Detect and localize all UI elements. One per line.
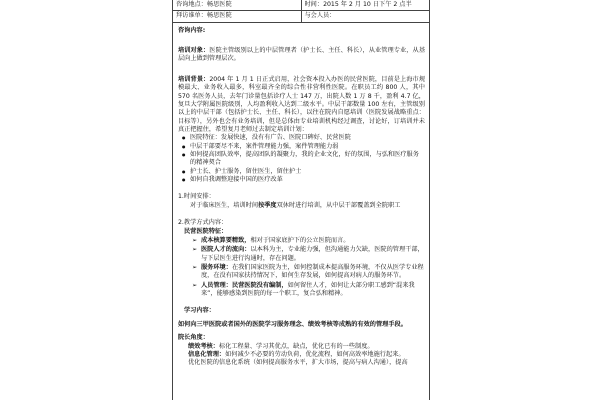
- list-item: [192, 246, 425, 263]
- dean-item-label: 绩效考核：: [188, 342, 219, 350]
- time-cell: [301, 0, 429, 11]
- document-body: [173, 23, 429, 368]
- list-item: [192, 282, 425, 299]
- dean-title: 院长角度：: [178, 334, 209, 342]
- time-arrangement-prefix: 对于临床医生，培训时间: [190, 201, 259, 209]
- list-item: ● 如何提高团队效率，提高团队的凝聚力，我的企业文化，好的氛围，与弘和医疗服务的精神契合: [182, 151, 425, 168]
- header-row-1: [173, 0, 429, 11]
- attendees-cell: [301, 11, 429, 22]
- location-cell: [173, 0, 301, 11]
- training-target-text: 医院主管级别以上的中层管理者（护士长、主任、科长），从业管理专业，从基层向上做到管理层次。: [178, 47, 426, 63]
- list-item: ● 护士长、护士服务，留住医生，留住护士: [182, 168, 425, 176]
- interviewee-cell: [173, 11, 301, 22]
- list-item: ● 医院特征：发展快速，没有有广告、医院口碑好、民营医院: [182, 134, 425, 142]
- feature-text: 相对于国家底护下的公立医院而言。: [250, 236, 350, 244]
- section-title: 咨询内容:: [178, 26, 206, 34]
- training-background-label: 培训背景：: [178, 75, 210, 83]
- list-item: ● 如何自我调整迎接中国的医疗改革: [182, 176, 425, 184]
- arrow-icon: ➢: [192, 281, 198, 289]
- feature-label: 成本核算要精致，: [201, 236, 251, 244]
- document-page: [172, 0, 430, 400]
- training-background: [178, 76, 425, 135]
- features-list: [192, 237, 425, 299]
- teaching-title: 2.教学方式内容：: [178, 219, 228, 227]
- dean-item-label: 信息化管理：: [188, 350, 226, 358]
- list-item: ● 中层干部要尽不来，案件管理能力强，案件管理能力弱: [182, 143, 425, 151]
- interviewee-value: 畅思医院: [206, 12, 232, 20]
- learning-title: 学习内容：: [184, 307, 215, 315]
- feature-label: 医院人才的流向：: [201, 246, 251, 254]
- time-arrangement-suffix: 双休时进行培训，从中层干部覆盖到全院职工: [276, 201, 401, 209]
- dean-item-text: 优化医院的信息化系统（如何提高服务水平，扩大市场，提高与病人沟通），提高: [188, 359, 408, 367]
- time-label: 时间：: [304, 1, 324, 8]
- list-item: [192, 237, 425, 245]
- arrow-icon: ➢: [192, 263, 198, 271]
- time-arrangement-text: [190, 202, 425, 210]
- header-row-2: [173, 11, 429, 22]
- attendees-label: 与会人员：: [304, 12, 336, 20]
- features-title: 民营医院特征：: [184, 227, 228, 235]
- location-value: 畅思医院: [206, 1, 232, 8]
- training-target: [178, 47, 425, 64]
- arrow-icon: ➢: [192, 236, 198, 244]
- interviewee-label: 拜访谁单：: [176, 12, 207, 20]
- dean-item: [188, 351, 425, 359]
- training-background-text: 2004 年 1 月 1 日正式启用，社会资本投入办医的民营医院，目前是上海市规模最大、业务收入最多，科室最齐全的综合性非营利性医院。在职员工约 800 人，其中 570 名医务人员，去年门诊量包括诊疗人士 147 万，出院人数 1 万 8 千，盈利 4.7 亿，复旦大学附属医院级别，人均盈利收入达到二级水平。中层干部数量 100 左右，主管级别以上的中层干部（包括护士长、主任、科长），以往在院内自愿培训（医院发展战略重点：目标等），另外也会有业务培训，但是总体由专业培训机构经过调查，讨论好，订培训并未真正把握住，希望复月老师过去制定培训计划：: [178, 75, 426, 133]
- feature-text: 在我们国家医院为主，如何控制成本提高服务环境，不仅从医学专业程度，在没有国家扶持情况下，如何生存发展，如何提高对病人的服务环节。: [201, 263, 424, 280]
- time-arrangement-title: 1.时间安排：: [178, 193, 215, 201]
- dean-item: [188, 359, 425, 367]
- arrow-icon: ➢: [192, 246, 198, 254]
- goals-list: [182, 134, 425, 184]
- location-label: 咨询地点：: [176, 1, 207, 8]
- learning-text: 如何向三甲医院或者国外的医院学习服务理念、绩效考核等成熟的有效的管理手段。: [178, 320, 407, 328]
- feature-label: 服务环境：: [201, 263, 232, 271]
- dean-item-text: 标化工程量、学习其优点，缺点，优化已有的一些制度。: [218, 342, 374, 350]
- list-item: [192, 264, 425, 281]
- info-header-table: [173, 0, 429, 23]
- training-target-label: 培训对象：: [178, 47, 210, 55]
- dean-items: [188, 343, 425, 368]
- time-arrangement-bold: 按季度: [258, 201, 277, 209]
- time-value: 2015 年 2 月 10 日下午 2 点半: [323, 1, 412, 8]
- dean-item: [188, 343, 425, 351]
- feature-label: 人员管理：: [201, 281, 232, 289]
- feature-text: 如何留住人才，如何让大部分职工感到“混来我来”，能够感染到医院的每一个职工，复合弘和精神。: [201, 281, 415, 298]
- dean-item-text: 如何减少不必要的劳动负荷，优化流程，如何高效率地施行起来。: [225, 350, 405, 358]
- feature-text: 以本科为主，专业能力强，但沟通能力欠缺，医院的管理干部，与下层医生进行沟通时，存在问题。: [201, 246, 424, 262]
- feature-bold-text: 民营医院没有编制，: [231, 281, 288, 289]
